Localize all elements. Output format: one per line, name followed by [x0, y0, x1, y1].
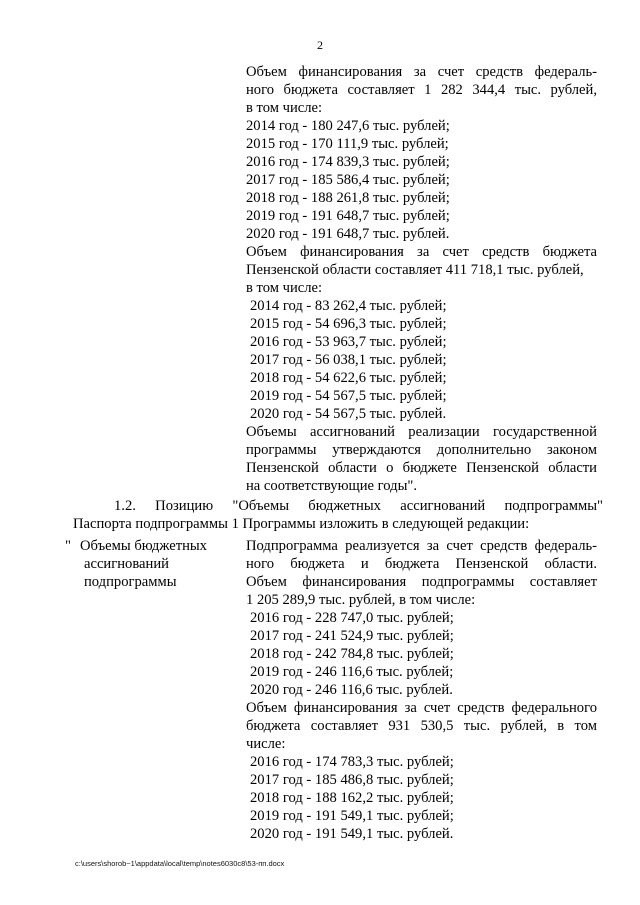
- passport-federal-year-line: 2018 год - 188 162,2 тыс. рублей;: [250, 790, 454, 806]
- passport-intro-line: Объем финансирования подпрограммы составляет: [246, 574, 597, 590]
- regional-intro-line: в том числе:: [246, 280, 323, 296]
- regional-closing-line: Объемы ассигнований реализации государственной: [246, 424, 597, 440]
- federal-intro-line: Объем финансирования за счет средств федераль-: [246, 64, 597, 80]
- regional-year-line: 2019 год - 54 567,5 тыс. рублей;: [250, 388, 447, 404]
- federal-year-line: 2019 год - 191 648,7 тыс. рублей;: [246, 208, 450, 224]
- passport-label-line: Объемы бюджетных: [80, 538, 207, 554]
- federal-intro-line: ного бюджета составляет 1 282 344,4 тыс. рублей,: [246, 82, 597, 98]
- opening-quote-mark: ": [65, 538, 71, 554]
- regional-year-line: 2016 год - 53 963,7 тыс. рублей;: [250, 334, 447, 350]
- regional-year-line: 2018 год - 54 622,6 тыс. рублей;: [250, 370, 447, 386]
- passport-federal-year-line: 2019 год - 191 549,1 тыс. рублей;: [250, 808, 454, 824]
- amendment-line: 1.2. Позицию "Объемы бюджетных ассигнований подпрограммы": [114, 498, 603, 514]
- regional-closing-line: на соответствующие годы".: [246, 478, 417, 494]
- passport-intro-line: 1 205 289,9 тыс. рублей, в том числе:: [246, 592, 476, 608]
- regional-year-line: 2020 год - 54 567,5 тыс. рублей.: [250, 406, 447, 422]
- page-number: 2: [317, 38, 323, 52]
- passport-year-line: 2016 год - 228 747,0 тыс. рублей;: [250, 610, 454, 626]
- passport-federal-year-line: 2016 год - 174 783,3 тыс. рублей;: [250, 754, 454, 770]
- passport-intro-line: ного бюджета и бюджета Пензенской области.: [246, 556, 597, 572]
- federal-year-line: 2015 год - 170 111,9 тыс. рублей;: [246, 136, 449, 152]
- regional-intro-line: Объем финансирования за счет средств бюджета: [246, 244, 597, 260]
- passport-federal-intro-line: бюджета составляет 931 530,5 тыс. рублей, в том: [246, 718, 597, 734]
- passport-year-line: 2020 год - 246 116,6 тыс. рублей.: [250, 682, 453, 698]
- amendment-line: Паспорта подпрограммы 1 Программы изложить в следующей редакции:: [73, 516, 530, 532]
- passport-intro-line: Подпрограмма реализуется за счет средств федераль-: [246, 538, 597, 554]
- passport-label-cell: [80, 537, 230, 591]
- regional-year-line: 2017 год - 56 038,1 тыс. рублей;: [250, 352, 447, 368]
- regional-year-line: 2015 год - 54 696,3 тыс. рублей;: [250, 316, 447, 332]
- passport-year-line: 2019 год - 246 116,6 тыс. рублей;: [250, 664, 454, 680]
- federal-year-line: 2018 год - 188 261,8 тыс. рублей;: [246, 190, 450, 206]
- passport-federal-intro-line: Объем финансирования за счет средств федерального: [246, 700, 597, 716]
- federal-year-line: 2016 год - 174 839,3 тыс. рублей;: [246, 154, 450, 170]
- regional-intro-line: Пензенской области составляет 411 718,1 тыс. рублей,: [246, 262, 584, 278]
- federal-year-line: 2017 год - 185 586,4 тыс. рублей;: [246, 172, 450, 188]
- footer-file-path: c:\users\shorob~1\appdata\local\temp\notes6030c8\53-пп.docx: [75, 859, 285, 868]
- passport-federal-intro-line: числе:: [246, 736, 286, 752]
- federal-year-line: 2014 год - 180 247,6 тыс. рублей;: [246, 118, 450, 134]
- federal-year-line: 2020 год - 191 648,7 тыс. рублей.: [246, 226, 450, 242]
- regional-year-line: 2014 год - 83 262,4 тыс. рублей;: [250, 298, 447, 314]
- federal-intro-line: в том числе:: [246, 100, 323, 116]
- regional-closing-line: программы утверждаются дополнительно законом: [246, 442, 597, 458]
- passport-federal-year-line: 2020 год - 191 549,1 тыс. рублей.: [250, 826, 454, 842]
- passport-year-line: 2018 год - 242 784,8 тыс. рублей;: [250, 646, 454, 662]
- passport-label-line: подпрограммы: [84, 574, 177, 590]
- passport-year-line: 2017 год - 241 524,9 тыс. рублей;: [250, 628, 454, 644]
- passport-federal-year-line: 2017 год - 185 486,8 тыс. рублей;: [250, 772, 454, 788]
- passport-label-line: ассигнований: [84, 556, 169, 572]
- regional-closing-line: Пензенской области о бюджете Пензенской области: [246, 460, 597, 476]
